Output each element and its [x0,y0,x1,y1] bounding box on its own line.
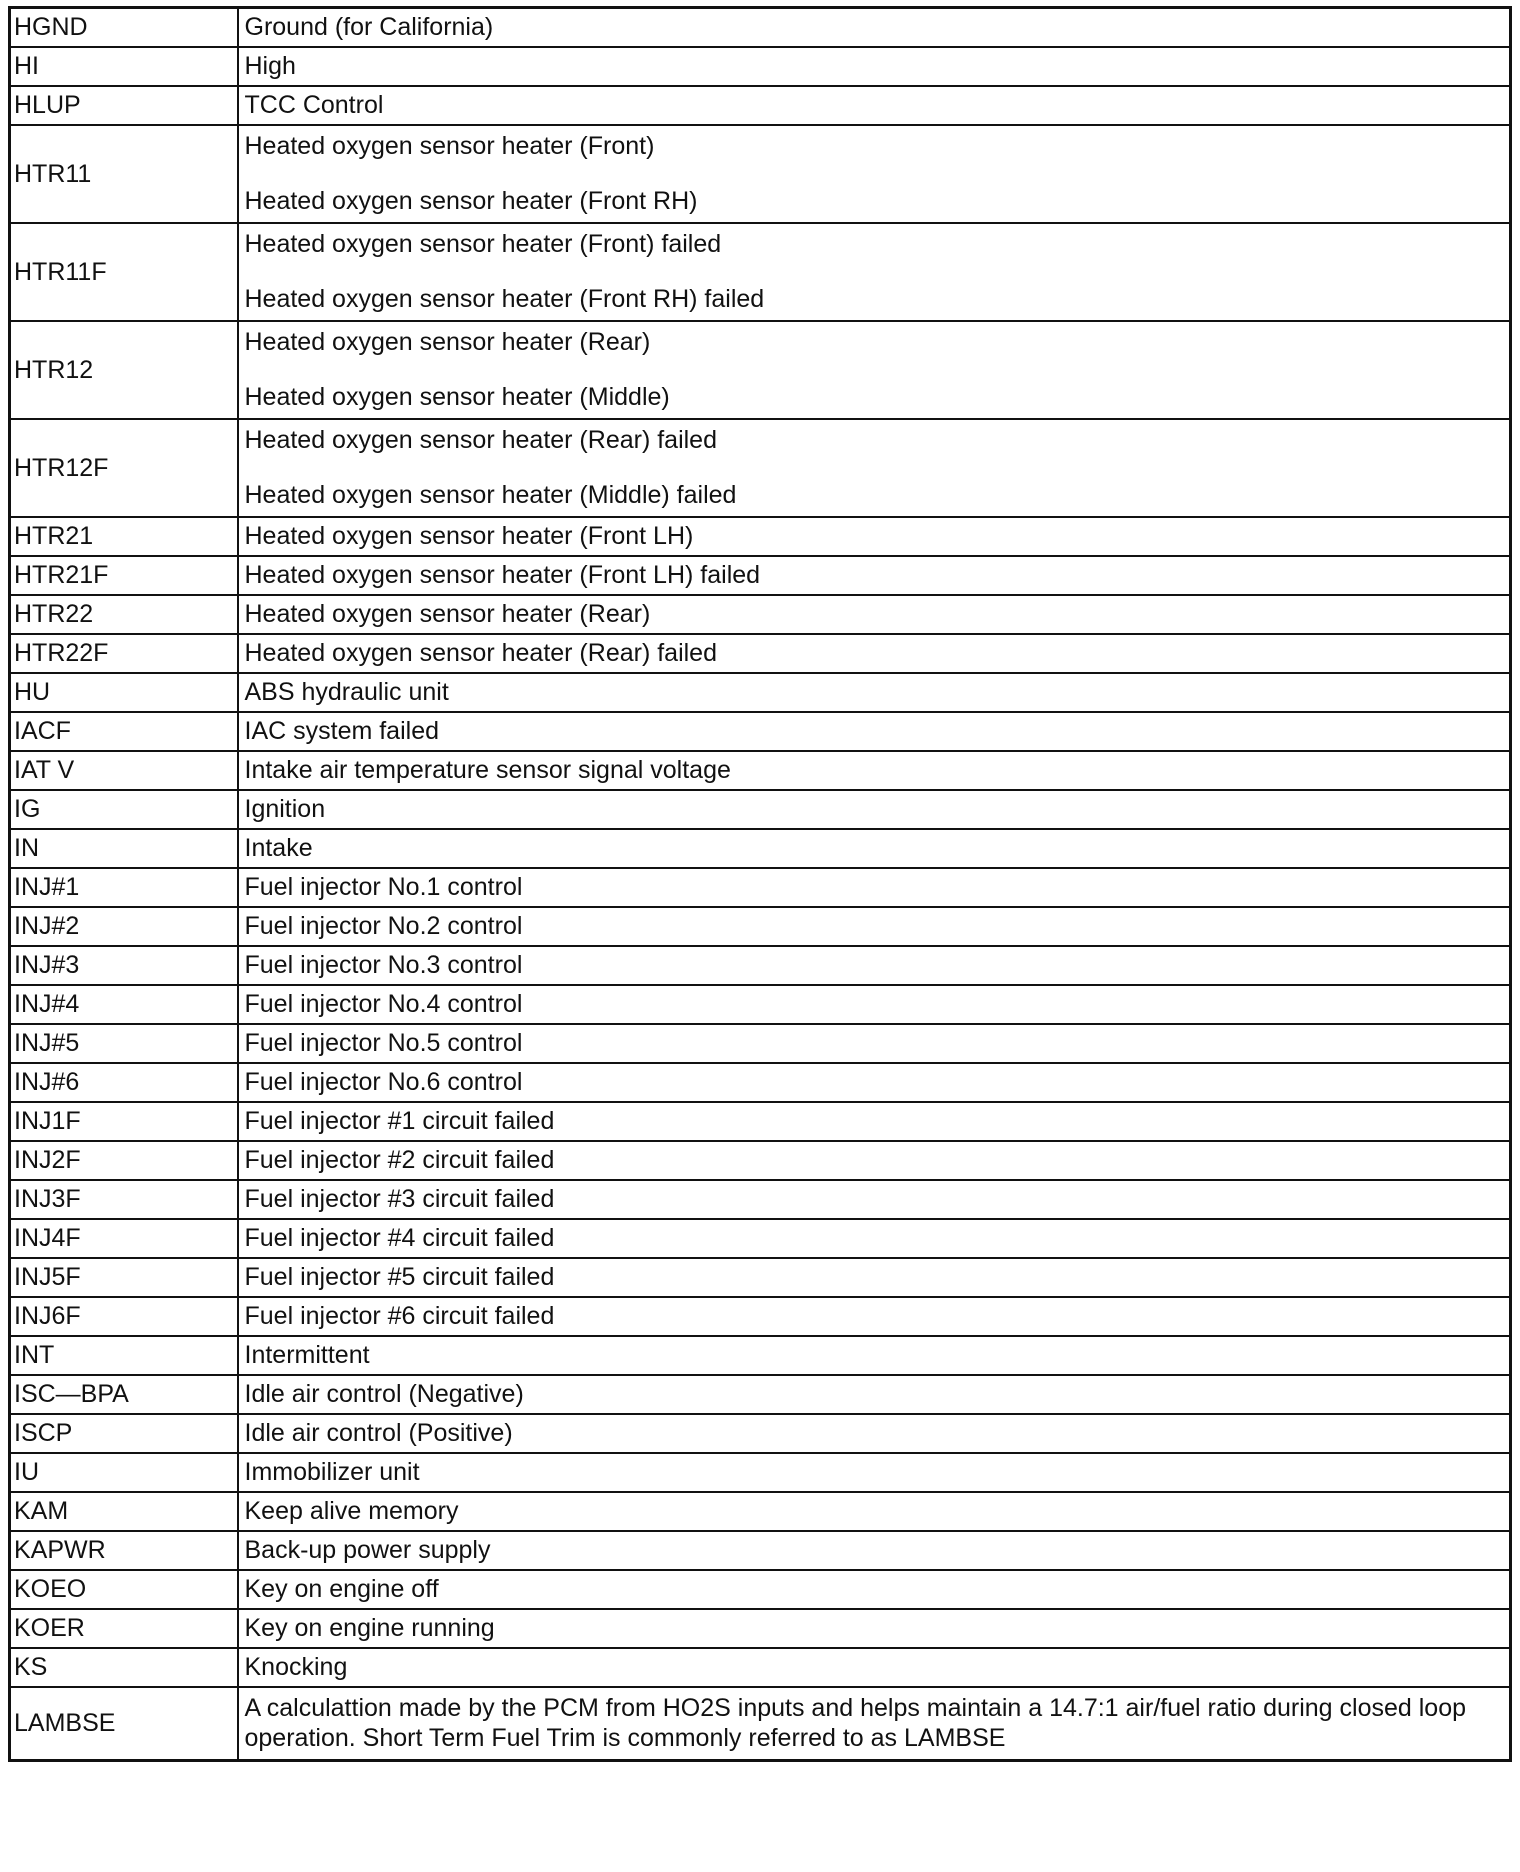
abbreviation-cell: HU [10,673,238,712]
description-text: IAC system failed [244,717,440,745]
description-text: Fuel injector No.4 control [244,990,523,1018]
description-cell [238,1492,1511,1531]
description-text: Heated oxygen sensor heater (Rear) [244,600,651,628]
abbreviation-cell: HTR22F [10,634,238,673]
description-cell [238,1609,1511,1648]
abbreviation-cell: INJ4F [10,1219,238,1258]
description-text: Fuel injector #3 circuit failed [244,1185,555,1213]
description-text: Key on engine off [244,1575,439,1603]
description-text: Heated oxygen sensor heater (Front) failed [244,230,722,258]
description-text: Heated oxygen sensor heater (Rear) failed [244,426,717,454]
description-text: Back-up power supply [244,1536,491,1564]
description-text: Fuel injector #1 circuit failed [244,1107,555,1135]
table-row [10,1648,1511,1687]
description-cell [238,907,1511,946]
description-text: Fuel injector #4 circuit failed [244,1224,555,1252]
description-text: Heated oxygen sensor heater (Middle) [244,383,670,411]
description-cell [238,673,1511,712]
table-row [10,1453,1511,1492]
table-row [10,634,1511,673]
description-cell [238,1102,1511,1141]
table-row [10,829,1511,868]
table-row [10,1024,1511,1063]
table-row [10,1531,1511,1570]
table-row [10,790,1511,829]
description-text: Fuel injector No.3 control [244,951,523,979]
abbreviation-cell: INJ5F [10,1258,238,1297]
description-text: Heated oxygen sensor heater (Front) [244,132,655,160]
description-cell [238,868,1511,907]
description-cell [238,47,1511,86]
description-cell [238,790,1511,829]
description-cell [238,1336,1511,1375]
abbreviation-cell: HTR22 [10,595,238,634]
description-text: Intake [244,834,313,862]
abbreviation-cell: HTR11F [10,223,238,321]
description-text: Heated oxygen sensor heater (Middle) failed [244,481,737,509]
table-row [10,1180,1511,1219]
abbreviation-cell: KAM [10,1492,238,1531]
abbreviation-cell: KOEO [10,1570,238,1609]
table-row [10,47,1511,86]
description-text: Ignition [244,795,326,823]
description-cell [238,946,1511,985]
table-row [10,1570,1511,1609]
description-text: Heated oxygen sensor heater (Rear) [244,328,651,356]
description-text: Heated oxygen sensor heater (Front LH) failed [244,561,761,589]
table-row [10,1414,1511,1453]
abbreviation-cell: INJ2F [10,1141,238,1180]
description-cell [238,712,1511,751]
description-text: Ground (for California) [244,13,494,42]
description-text: Heated oxygen sensor heater (Front LH) [244,522,694,550]
description-text: Fuel injector No.1 control [244,873,523,901]
table-row [10,125,1511,223]
table-row [10,1336,1511,1375]
abbreviation-cell: IG [10,790,238,829]
abbreviation-cell: KOER [10,1609,238,1648]
description-text: TCC Control [244,91,384,119]
abbreviation-cell: IN [10,829,238,868]
description-cell [238,1219,1511,1258]
abbreviation-cell: ISC—BPA [10,1375,238,1414]
abbreviation-cell: INJ1F [10,1102,238,1141]
description-cell [238,517,1511,556]
description-cell [238,595,1511,634]
abbreviation-cell: HTR12 [10,321,238,419]
description-text: Fuel injector #2 circuit failed [244,1146,555,1174]
abbreviation-cell: KS [10,1648,238,1687]
table-row [10,1063,1511,1102]
abbreviation-cell: ISCP [10,1414,238,1453]
description-cell [238,829,1511,868]
abbreviation-cell: INJ#4 [10,985,238,1024]
description-cell [238,1141,1511,1180]
abbreviation-cell: IAT V [10,751,238,790]
abbreviation-cell: IACF [10,712,238,751]
description-text: Immobilizer unit [244,1458,420,1486]
table-row [10,223,1511,321]
table-row [10,8,1511,47]
description-text: Fuel injector No.2 control [244,912,523,940]
table-row [10,1492,1511,1531]
abbreviation-cell: HTR12F [10,419,238,517]
description-cell [238,321,1511,419]
description-text: Intermittent [244,1341,370,1369]
description-cell [238,1180,1511,1219]
abbreviation-cell: HGND [10,8,238,47]
description-text: Knocking [244,1653,348,1681]
table-row [10,1687,1511,1761]
table-row [10,907,1511,946]
description-cell [238,1531,1511,1570]
description-cell [238,419,1511,517]
abbreviation-cell: INJ#5 [10,1024,238,1063]
abbreviation-cell: HI [10,47,238,86]
abbreviation-cell: HTR11 [10,125,238,223]
description-cell [238,1453,1511,1492]
description-text: Idle air control (Negative) [244,1380,524,1408]
table-row [10,985,1511,1024]
table-row [10,595,1511,634]
description-cell [238,125,1511,223]
description-cell [238,1258,1511,1297]
description-text: Keep alive memory [244,1497,459,1525]
table-row [10,1102,1511,1141]
table-row [10,86,1511,125]
description-cell [238,223,1511,321]
table-row [10,517,1511,556]
description-cell [238,1648,1511,1687]
abbreviation-cell: HTR21 [10,517,238,556]
abbreviation-cell: INJ6F [10,1297,238,1336]
description-cell [238,1375,1511,1414]
description-cell [238,1297,1511,1336]
abbreviation-cell: LAMBSE [10,1687,238,1761]
description-cell [238,86,1511,125]
table-row [10,868,1511,907]
table-row [10,556,1511,595]
table-row [10,946,1511,985]
description-text: Heated oxygen sensor heater (Front RH) [244,187,698,215]
table-row [10,1609,1511,1648]
description-cell [238,1024,1511,1063]
abbreviation-cell: INJ#6 [10,1063,238,1102]
abbreviation-cell: INT [10,1336,238,1375]
abbreviation-cell: IU [10,1453,238,1492]
description-cell [238,1570,1511,1609]
description-cell [238,985,1511,1024]
description-cell [238,1687,1511,1761]
abbreviation-table-body [10,8,1511,1761]
description-cell [238,8,1511,47]
table-row [10,751,1511,790]
abbreviation-cell: HTR21F [10,556,238,595]
description-cell [238,556,1511,595]
description-text: High [244,52,296,80]
table-row [10,1219,1511,1258]
description-text: Idle air control (Positive) [244,1419,513,1447]
description-text: ABS hydraulic unit [244,678,449,706]
description-text: Intake air temperature sensor signal voltage [244,756,731,784]
abbreviation-cell: HLUP [10,86,238,125]
description-text: Key on engine running [244,1614,495,1642]
table-row [10,419,1511,517]
description-cell [238,634,1511,673]
description-text: Fuel injector No.6 control [244,1068,523,1096]
description-cell [238,751,1511,790]
table-row [10,1297,1511,1336]
description-cell [238,1414,1511,1453]
table-row [10,712,1511,751]
description-text: Fuel injector #5 circuit failed [244,1263,555,1291]
description-text: Fuel injector No.5 control [244,1029,523,1057]
description-cell [238,1063,1511,1102]
table-row [10,673,1511,712]
description-text: Heated oxygen sensor heater (Rear) failed [244,639,717,667]
abbreviation-cell: INJ#1 [10,868,238,907]
abbreviation-cell: KAPWR [10,1531,238,1570]
abbreviation-cell: INJ#3 [10,946,238,985]
table-row [10,321,1511,419]
abbreviation-cell: INJ3F [10,1180,238,1219]
table-row [10,1141,1511,1180]
description-text: Fuel injector #6 circuit failed [244,1302,555,1330]
abbreviation-table [8,6,1512,1762]
description-text: Heated oxygen sensor heater (Front RH) failed [244,285,765,313]
table-row [10,1258,1511,1297]
description-text: A calculattion made by the PCM from HO2S inputs and helps maintain a 14.7:1 air/fuel ratio during closed loop operation. Short Term Fuel Trim is commonly referred to as LAMBSE [244,1694,1467,1753]
abbreviation-cell: INJ#2 [10,907,238,946]
table-row [10,1375,1511,1414]
